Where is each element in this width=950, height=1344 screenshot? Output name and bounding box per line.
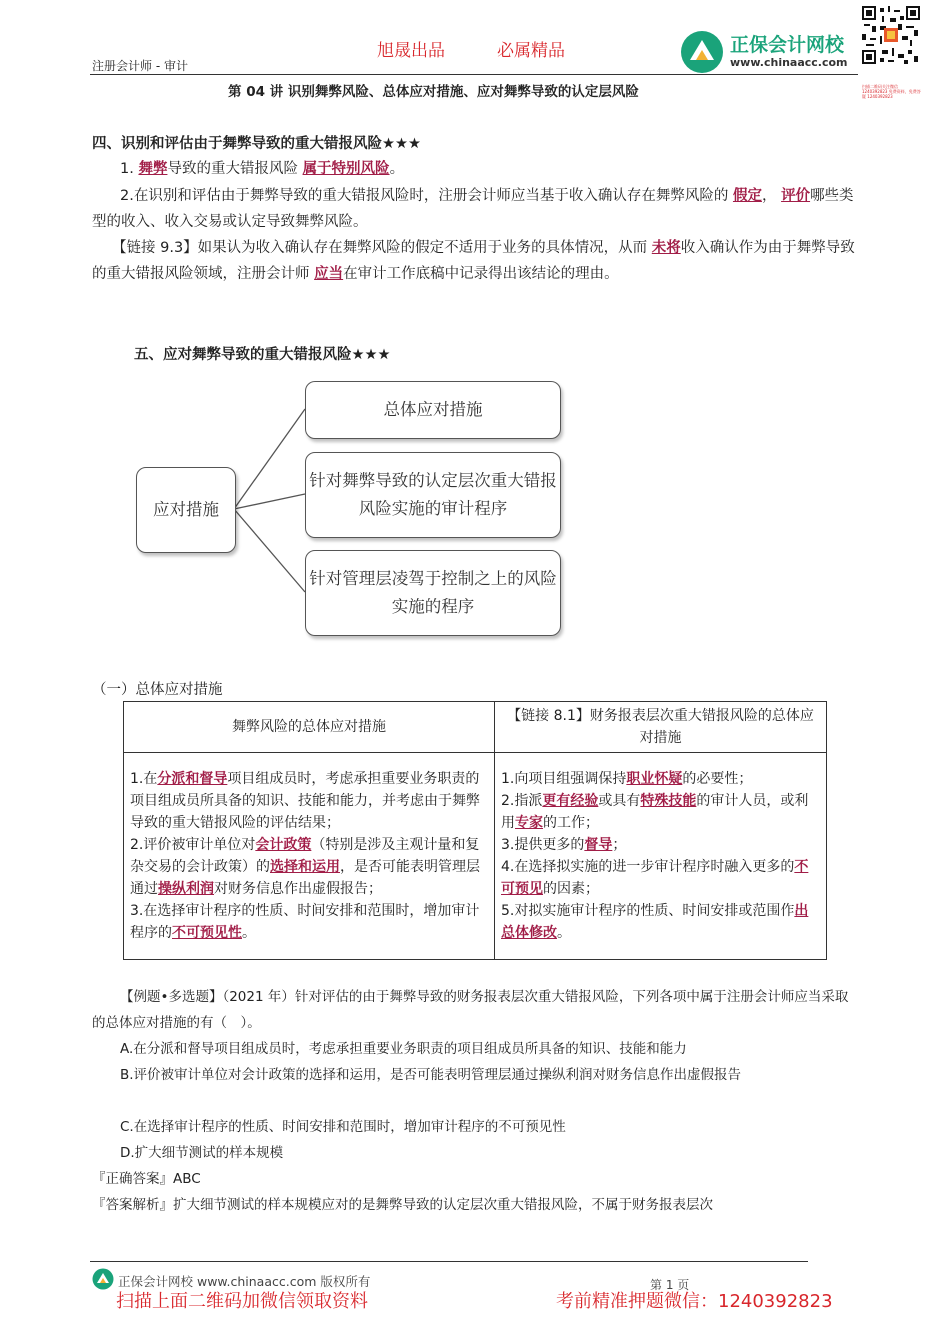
list-item (501, 790, 820, 834)
text: 3.提供更多的 (501, 837, 585, 853)
text: 的必要性； (682, 771, 753, 787)
keyword: 更有经验 (542, 793, 599, 809)
text: 【链接 9.3】如果认为收入确认存在舞弊风险的假定不适用于业务的具体情况，从而 (112, 240, 652, 256)
footer-copyright: 正保会计网校 www.chinaacc.com 版权所有 (118, 1274, 371, 1289)
text: ； (612, 837, 627, 853)
list-item (501, 834, 820, 856)
qr-note: 扫描二维码关注微信 1240392823 免费资料，免费答疑 1240392823 (862, 84, 921, 99)
section-4-title: 四、识别和评估由于舞弊导致的重大错报风险★★★ (92, 136, 421, 152)
diagram-branch-label: 针对舞弊导致的认定层次重大错报风险实施的审计程序 (309, 471, 557, 518)
text: 5.对拟实施审计程序的性质、时间安排或范围作 (501, 903, 795, 919)
example-option-c: C.在选择审计程序的性质、时间安排和范围时，增加审计程序的不可预见性 (120, 1119, 566, 1135)
text: 导致的重大错报风险 (167, 161, 303, 177)
list-item (130, 768, 488, 834)
text: 。 (242, 925, 256, 941)
footer-promo-left: 扫描上面二维码加微信领取资料 (116, 1291, 368, 1312)
list-item (130, 834, 488, 900)
text: 3.在选择审计程序的性质、时间安排和范围时，增加审计程序的 (130, 903, 480, 941)
text: 。 (389, 161, 405, 177)
text: 1.在 (130, 771, 158, 787)
text: ，是否可能表明管理层通过 (130, 859, 480, 897)
footer-promo-right: 考前精准押题微信：1240392823 (556, 1291, 833, 1312)
text: 在审计工作底稿中记录得出该结论的理由。 (343, 266, 619, 282)
keyword: 舞弊 (138, 161, 168, 177)
keyword: 职业怀疑 (626, 771, 683, 787)
table-header-right: 【链接 8.1】财务报表层次重大错报风险的总体应对措施 (495, 702, 827, 753)
diagram-branch-2 (305, 452, 561, 538)
text: 。 (557, 925, 571, 941)
lecture-title: 第 04 讲 识别舞弊风险、总体应对措施、应对舞弊导致的认定层风险 (228, 84, 639, 100)
example-answer: 『正确答案』ABC (92, 1171, 201, 1187)
text: 2.在识别和评估由于舞弊导致的重大错报风险时，注册会计师应当基于收入确认存在舞弊风险的 (120, 188, 733, 204)
keyword: 专家 (515, 815, 543, 831)
diagram-branch-3 (305, 550, 561, 636)
diagram-branch-1 (305, 381, 561, 439)
keyword: 督导 (584, 837, 613, 853)
keyword: 特殊技能 (640, 793, 697, 809)
table-row (124, 753, 827, 960)
text: 4.在选择拟实施的进一步审计程序时融入更多的 (501, 859, 795, 875)
keyword: 不可预见性 (172, 925, 242, 941)
keyword: 评价 (781, 188, 811, 204)
example-option-d: D.扩大细节测试的样本规模 (120, 1145, 284, 1161)
logo-name: 正保会计网校 (730, 34, 845, 56)
footer-divider (90, 1261, 808, 1262)
text: 或具有 (598, 793, 641, 809)
text: 2.评价被审计单位对 (130, 837, 256, 853)
keyword: 会计政策 (255, 837, 312, 853)
text: 哪些类型的收入、收入交易或认定导致舞弊风险。 (92, 188, 854, 230)
keyword: 假定 (732, 188, 762, 204)
table-header-row (124, 702, 827, 753)
example-option-a: A.在分派和督导项目组成员时，考虑承担重要业务职责的项目组成员所具备的知识、技能和能力 (120, 1041, 687, 1057)
section-5-title: 五、应对舞弊导致的重大错报风险★★★ (134, 347, 391, 363)
promo-right: 必属精品 (497, 41, 565, 61)
example-stem: 【例题•多选题】（2021 年）针对评估的由于舞弊导致的财务报表层次重大错报风险，下列各项中属于注册会计师应当采取的总体应对措施的有（ ）。 (92, 989, 849, 1031)
example-option-b: B.评价被审计单位对会计政策的选择和运用，是否可能表明管理层通过操纵利润对财务信息作出虚假报告 (120, 1067, 742, 1083)
subsection-1-title: （一）总体应对措施 (92, 682, 223, 698)
text: （特别是涉及主观计量和复杂交易的会计政策）的 (130, 837, 480, 875)
keyword: 应当 (314, 266, 344, 282)
diagram-root-box (136, 467, 236, 553)
list-item (130, 900, 488, 944)
text: 2.指派 (501, 793, 543, 809)
keyword: 选择和运用 (270, 859, 340, 875)
text: 的工作； (543, 815, 599, 831)
example-analysis: 『答案解析』扩大细节测试的样本规模应对的是舞弊导致的认定层次重大错报风险，不属于财务报表层次 (92, 1197, 713, 1213)
diagram-root-label: 应对措施 (153, 500, 219, 519)
text: ， (761, 188, 782, 204)
keyword: 未将 (651, 240, 681, 256)
diagram-branch-label: 总体应对措施 (383, 400, 483, 419)
table-cell-right (495, 753, 827, 960)
list-item (501, 856, 820, 900)
text: 收入确认作为由于舞弊导致的重大错报风险领域，注册会计师 (92, 240, 855, 282)
keyword: 操纵利润 (158, 881, 214, 897)
text: 1. (120, 161, 139, 177)
text: 的审计人员，或利用 (501, 793, 809, 831)
keyword: 分派和督导 (157, 771, 228, 787)
list-item (501, 768, 820, 790)
page-number: 第 1 页 (650, 1278, 690, 1292)
logo-url: www.chinaacc.com (730, 56, 848, 69)
text: 对财务信息作出虚假报告； (214, 881, 382, 897)
keyword: 出总体修改 (501, 903, 809, 941)
footer-logo-icon (92, 1268, 114, 1290)
course-subject: 注册会计师 - 审计 (92, 59, 188, 73)
text: 的因素； (543, 881, 599, 897)
text: 1.向项目组强调保持 (501, 771, 627, 787)
text: 项目组成员时，考虑承担重要业务职责的项目组成员所具备的知识、技能和能力，并考虑由于舞弊导致的重大错报风险的评估结果； (130, 771, 480, 831)
keyword: 属于特别风险 (302, 161, 390, 177)
table-cell-left (124, 753, 495, 960)
list-item (501, 900, 820, 944)
keyword: 不可预见 (501, 859, 809, 897)
promo-left: 旭晟出品 (377, 41, 445, 61)
diagram-branch-label: 针对管理层凌驾于控制之上的风险实施的程序 (309, 569, 557, 616)
table-header-left: 舞弊风险的总体应对措施 (124, 702, 495, 753)
comparison-table (123, 701, 827, 960)
